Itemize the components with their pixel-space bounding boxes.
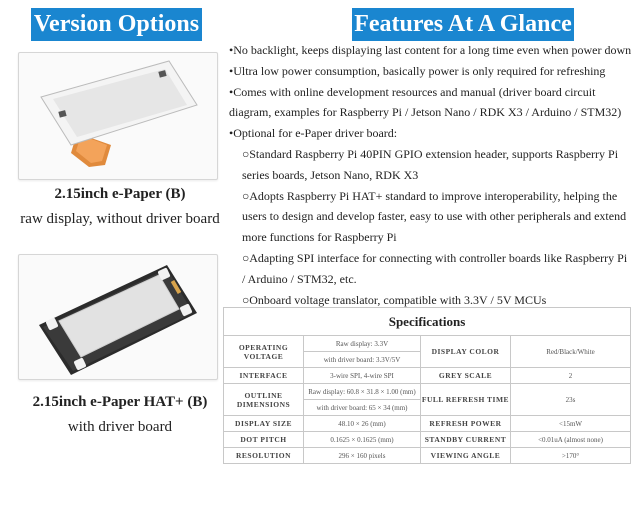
standby-current-value: <0.01uA (almost none) (511, 432, 631, 448)
hat-title: 2.15inch e-Paper HAT+ (B) (32, 394, 208, 410)
full-refresh-time-label: FULL REFRESH TIME (421, 384, 511, 416)
operating-voltage-raw: Raw display: 3.3V (304, 336, 421, 352)
feature-line: •Comes with online development resources and manual (driver board circuit (229, 84, 596, 99)
feature-line: diagram, examples for Raspberry Pi / Jetson Nano / RDK X3 / Arduino / STM32) (229, 105, 622, 120)
outline-dimensions-board: with driver board: 65 × 34 (mm) (304, 400, 421, 416)
raw-display-subtitle: raw display, without driver board (20, 211, 220, 227)
feature-sub-line: ○Adopts Raspberry Pi HAT+ standard to improve interoperability, helping the (242, 188, 618, 203)
refresh-power-value: <15mW (511, 416, 631, 432)
outline-dimensions-label: OUTLINE DIMENSIONS (224, 384, 304, 416)
viewing-angle-value: >170° (511, 448, 631, 464)
feature-sub-line: series boards, Jetson Nano, RDK X3 (242, 167, 419, 182)
outline-dimensions-raw: Raw display: 60.8 × 31.8 × 1.00 (mm) (304, 384, 421, 400)
feature-sub-line: / Arduino / STM32, etc. (242, 271, 357, 286)
features-banner: Features At A Glance (352, 8, 574, 41)
feature-sub-line: more functions for Raspberry Pi (242, 230, 397, 245)
feature-sub-line: ○Adapting SPI interface for connecting with controller boards like Raspberry Pi (242, 250, 628, 265)
hat-subtitle: with driver board (67, 419, 173, 435)
full-refresh-time-value: 23s (511, 384, 631, 416)
display-size-label: DISPLAY SIZE (224, 416, 304, 432)
standby-current-label: STANDBY CURRENT (421, 432, 511, 448)
grey-scale-label: GREY SCALE (421, 368, 511, 384)
display-color-label: DISPLAY COLOR (421, 336, 511, 368)
resolution-label: RESOLUTION (224, 448, 304, 464)
dot-pitch-label: DOT PITCH (224, 432, 304, 448)
feature-sub-line: users to design and develop faster, easy to use with other peripherals and extend (242, 209, 627, 224)
raw-epaper-image (18, 52, 218, 180)
specifications-table (223, 307, 630, 465)
refresh-power-label: REFRESH POWER (421, 416, 511, 432)
dot-pitch-value: 0.1625 × 0.1625 (mm) (304, 432, 421, 448)
raw-display-title: 2.15inch e-Paper (B) (54, 186, 186, 202)
interface-label: INTERFACE (224, 368, 304, 384)
specifications-title: Specifications (224, 308, 631, 336)
interface-value: 3-wire SPI, 4-wire SPI (304, 368, 421, 384)
operating-voltage-board: with driver board: 3.3V/5V (304, 352, 421, 368)
display-color-value: Red/Black/White (511, 336, 631, 368)
viewing-angle-label: VIEWING ANGLE (421, 448, 511, 464)
feature-line: •Optional for e-Paper driver board: (229, 126, 398, 141)
version-options-banner: Version Options (31, 8, 202, 41)
feature-sub-line: ○Standard Raspberry Pi 40PIN GPIO extension header, supports Raspberry Pi (242, 146, 619, 161)
feature-line: •Ultra low power consumption, basically power is only required for refreshing (229, 63, 606, 78)
grey-scale-value: 2 (511, 368, 631, 384)
resolution-value: 296 × 160 pixels (304, 448, 421, 464)
epaper-hat-image (18, 254, 218, 380)
feature-line: •No backlight, keeps displaying last content for a long time even when power down (229, 43, 632, 57)
features-list (229, 40, 634, 310)
display-size-value: 48.10 × 26 (mm) (304, 416, 421, 432)
feature-sub-line: ○Onboard voltage translator, compatible with 3.3V / 5V MCUs (242, 292, 547, 307)
operating-voltage-label: OPERATING VOLTAGE (224, 336, 304, 368)
